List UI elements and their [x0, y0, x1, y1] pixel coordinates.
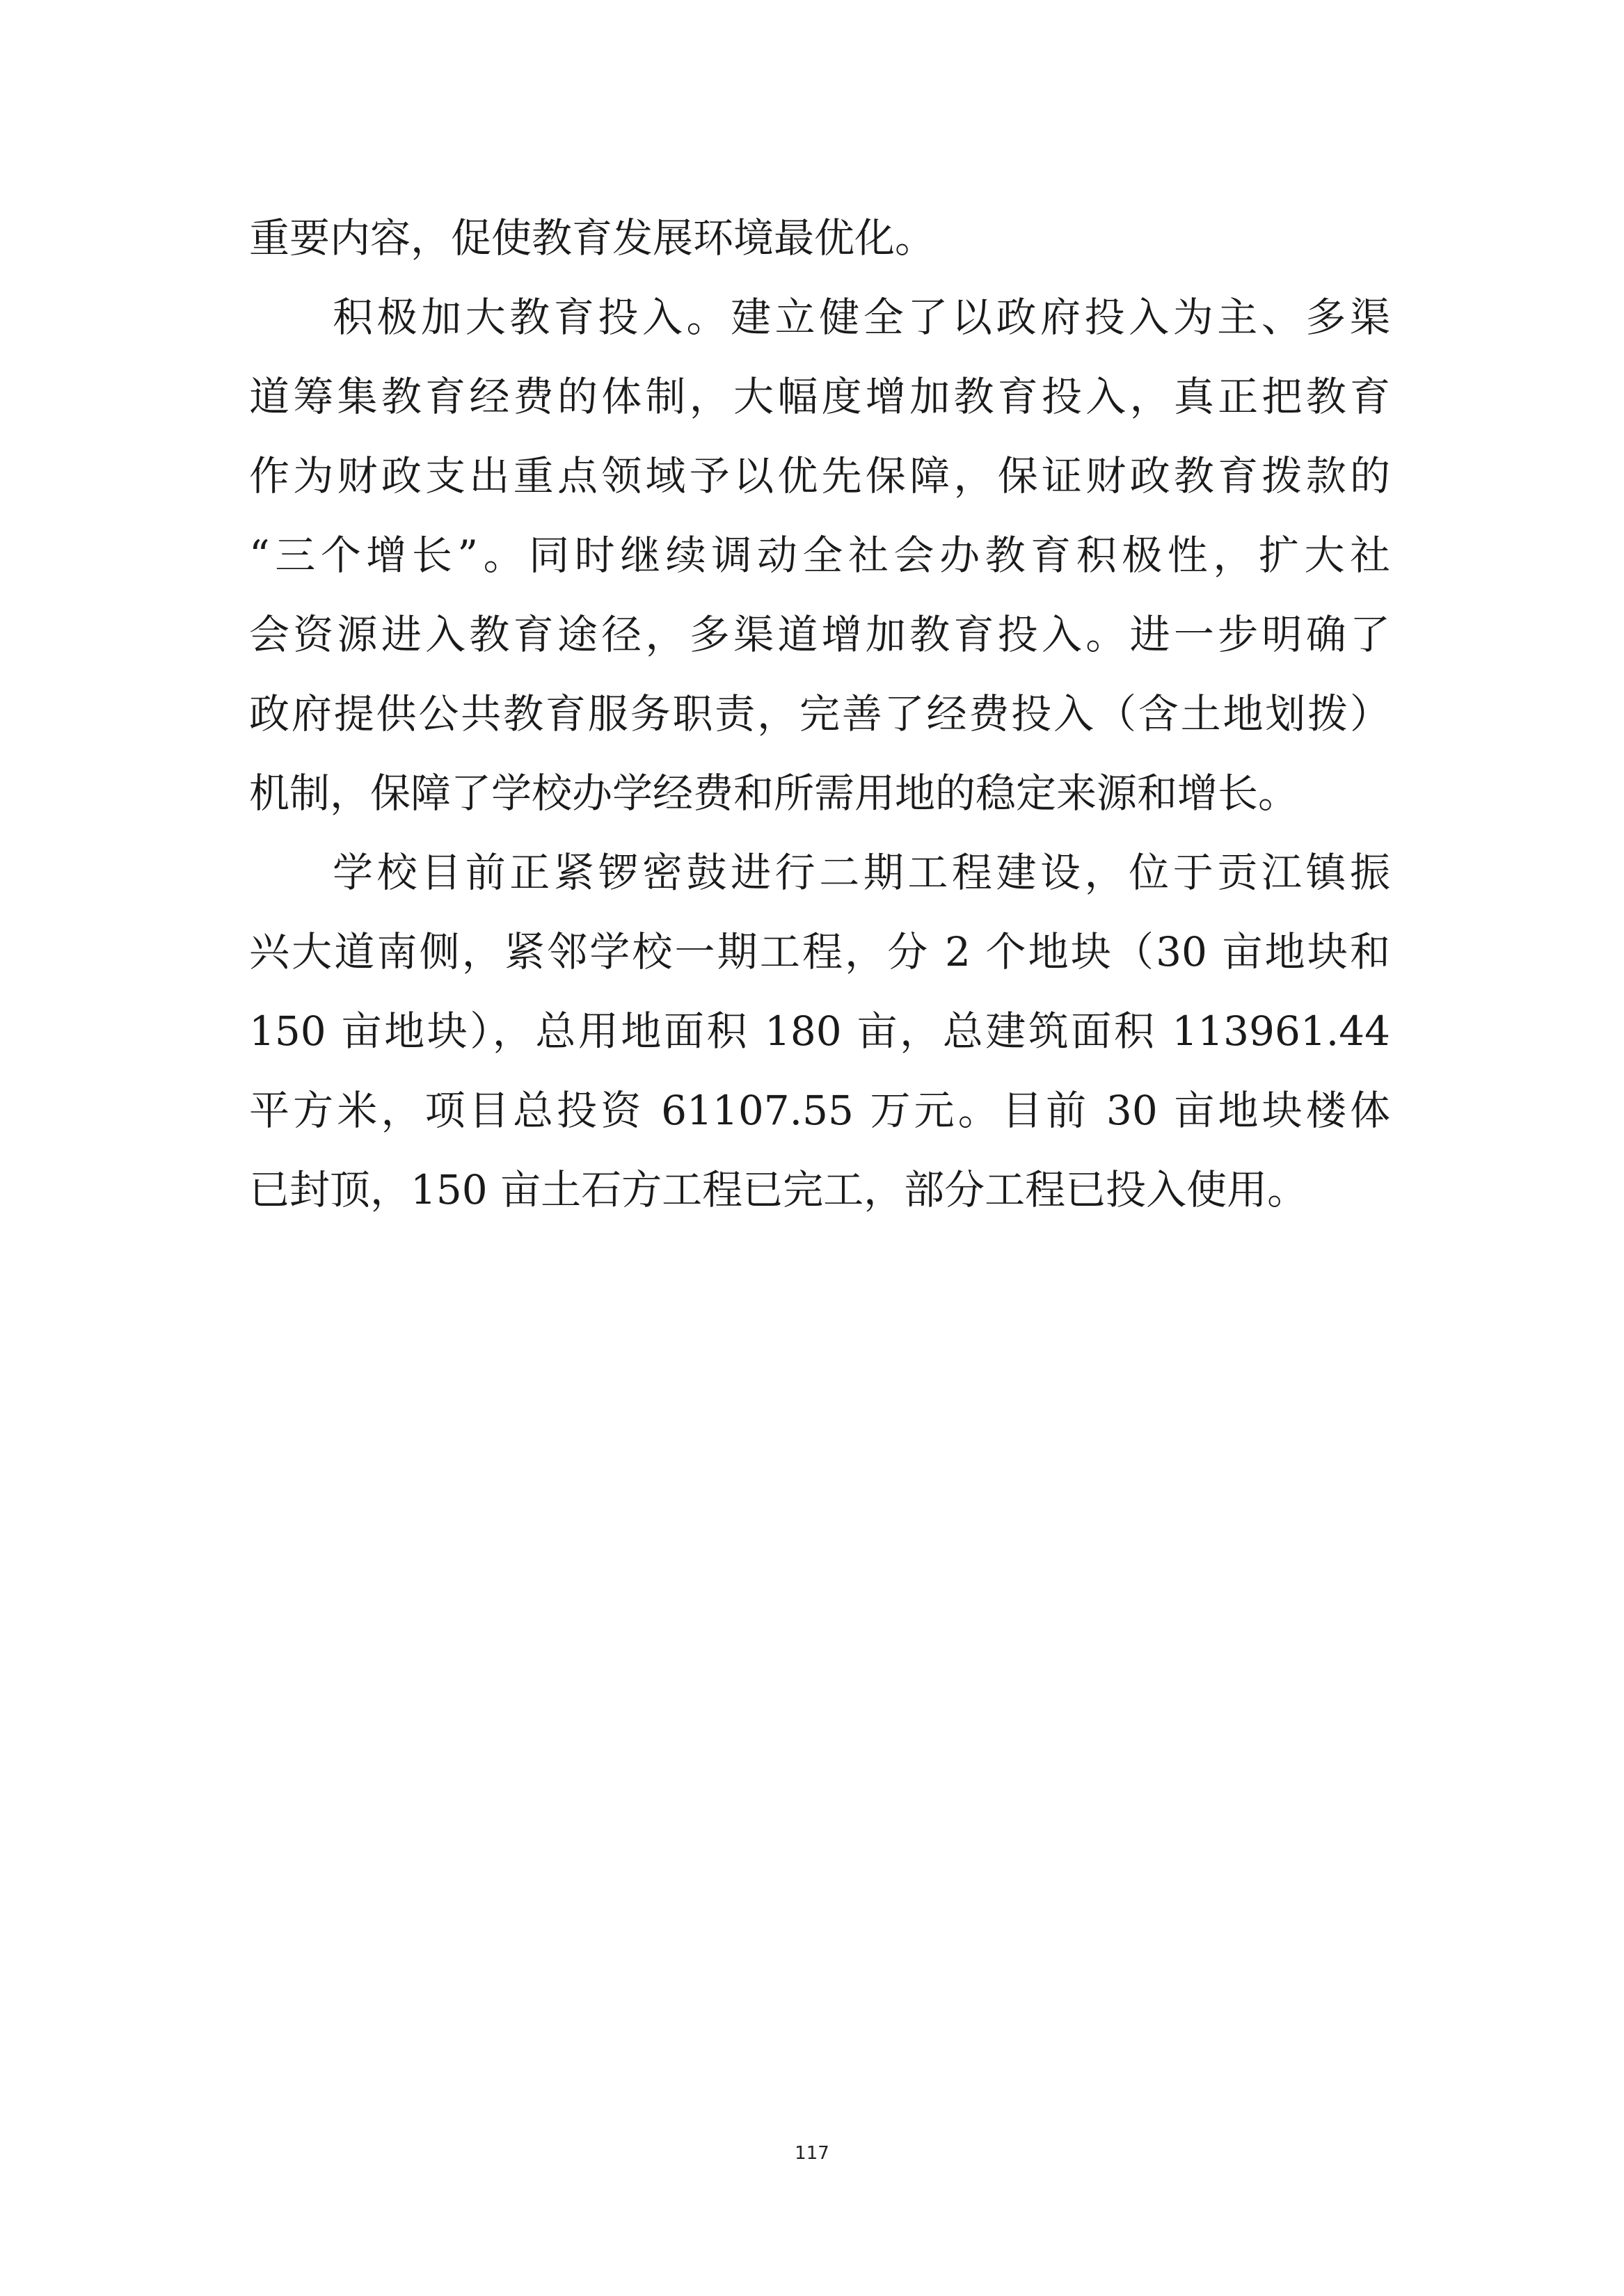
paragraph-line: 作为财政支出重点领域予以优先保障，保证财政教育拨款的 — [249, 452, 1390, 500]
paragraph-line: 平方米，项目总投资 61107.55 万元。目前 30 亩地块楼体 — [249, 1087, 1390, 1134]
paragraph-line: “三个增长”。同时继续调动全社会办教育积极性，扩大社 — [249, 532, 1390, 579]
paragraph-line: 学校目前正紧锣密鼓进行二期工程建设，位于贡江镇振 — [333, 849, 1390, 896]
paragraph-line: 机制，保障了学校办学经费和所需用地的稳定来源和增长。 — [249, 770, 1299, 817]
paragraph-line: 积极加大教育投入。建立健全了以政府投入为主、多渠 — [333, 294, 1390, 341]
paragraph-line: 兴大道南侧，紧邻学校一期工程，分 2 个地块（30 亩地块和 — [249, 928, 1390, 975]
paragraph-line: 会资源进入教育途径，多渠道增加教育投入。进一步明确了 — [249, 611, 1390, 658]
paragraph-line: 道筹集教育经费的体制，大幅度增加教育投入，真正把教育 — [249, 373, 1390, 420]
paragraph-line: 政府提供公共教育服务职责，完善了经费投入（含土地划拨） — [249, 690, 1390, 738]
paragraph-3 — [249, 833, 1390, 1229]
page-number: 117 — [795, 2143, 829, 2164]
paragraph-line: 重要内容，促使教育发展环境最优化。 — [249, 214, 936, 262]
paragraph-line: 已封顶，150 亩土石方工程已完工，部分工程已投入使用。 — [249, 1166, 1308, 1213]
paragraph-2 — [249, 278, 1390, 833]
paragraph-1 — [249, 198, 1390, 278]
body-text — [249, 198, 1390, 1229]
paragraph-line: 150 亩地块），总用地面积 180 亩，总建筑面积 113961.44 — [249, 1007, 1390, 1055]
